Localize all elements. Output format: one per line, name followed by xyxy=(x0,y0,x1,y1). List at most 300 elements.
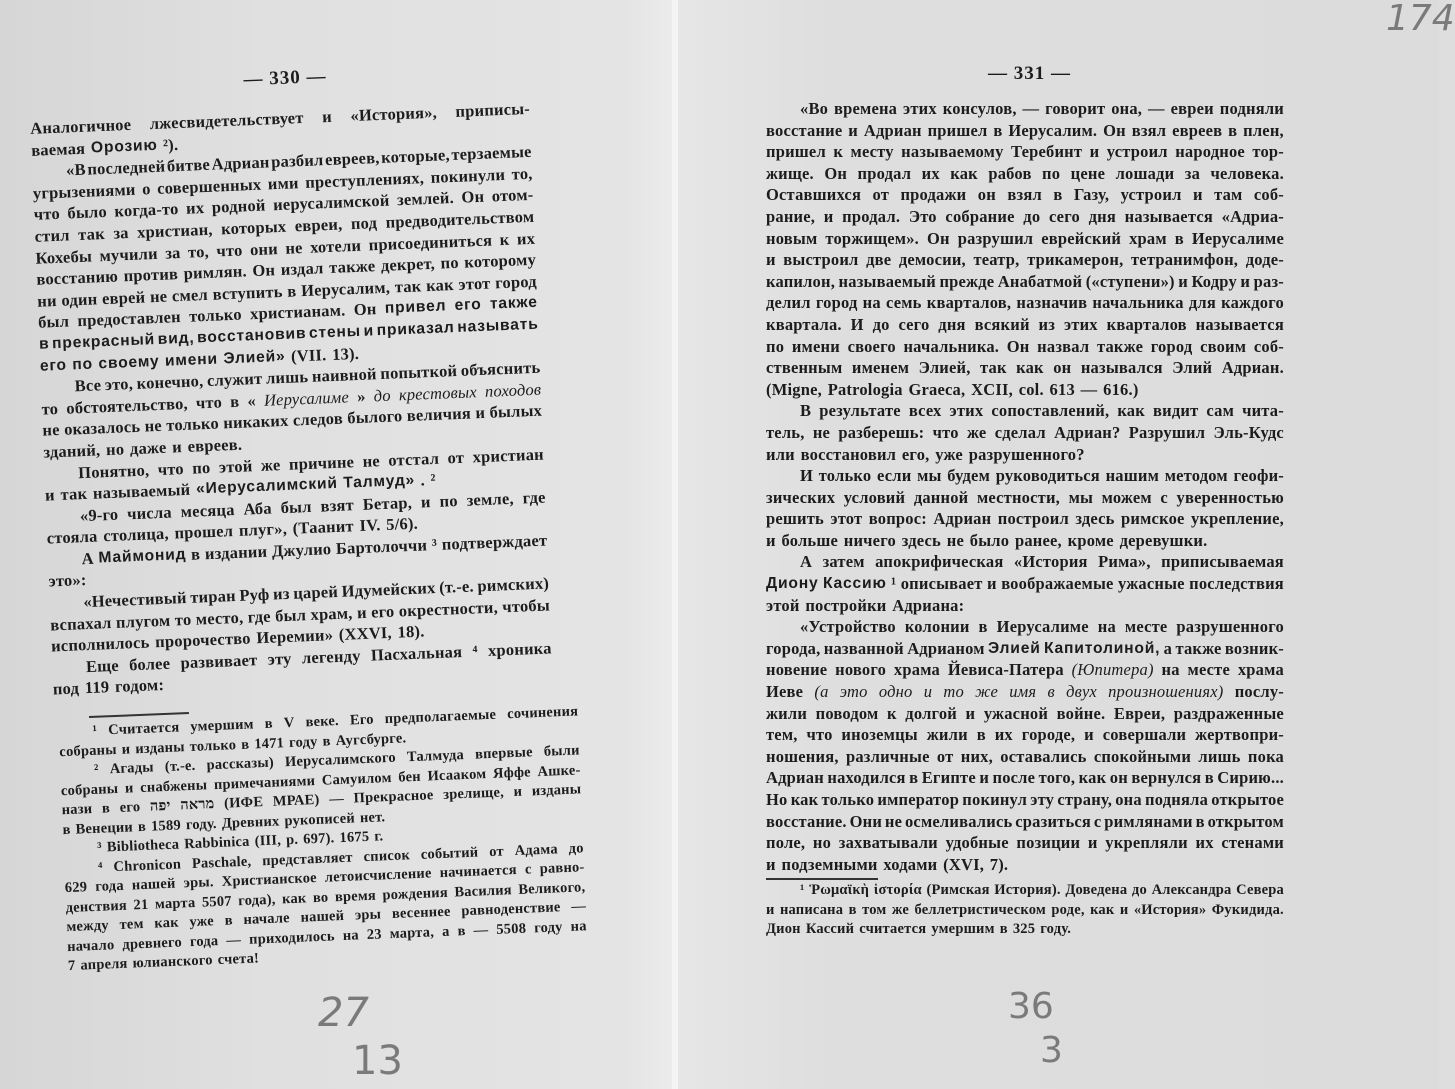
word: лошади xyxy=(1115,163,1175,183)
word: называется xyxy=(1124,206,1213,226)
word: тем, xyxy=(766,725,798,745)
word: подземными xyxy=(781,854,878,874)
word: битве xyxy=(166,154,211,176)
text-line xyxy=(766,746,1284,768)
word: евреев. xyxy=(187,434,243,456)
word: своим xyxy=(1200,336,1247,356)
word: иноземцы xyxy=(841,725,918,745)
word: послу- xyxy=(1234,682,1284,702)
word: на xyxy=(862,293,881,313)
word: Он xyxy=(461,187,485,208)
word: восстановив xyxy=(196,324,307,347)
word: ἱστορία xyxy=(873,882,922,898)
word: будем xyxy=(947,466,991,486)
word: «Иерусалимский xyxy=(195,474,339,498)
word: против xyxy=(123,264,179,286)
word: в xyxy=(909,768,919,788)
word: 23 xyxy=(366,925,383,943)
word: «История», xyxy=(350,102,438,126)
word: Евреи, xyxy=(1113,703,1166,723)
word: из xyxy=(1038,314,1056,334)
word: зических xyxy=(766,487,836,507)
word: изданы xyxy=(531,781,582,800)
word: собрание xyxy=(945,206,1015,226)
word: продал. xyxy=(842,206,901,226)
word: лжесвидетельствует xyxy=(149,107,304,134)
word: Великого, xyxy=(518,878,586,898)
word: подняла xyxy=(1145,790,1209,809)
handwritten-folio-number: 174 xyxy=(1386,0,1455,39)
left-footnotes xyxy=(58,702,588,976)
word: нашим xyxy=(1105,466,1160,486)
word: 5508 xyxy=(495,920,527,938)
word: руководиться xyxy=(995,466,1100,486)
word: квартала. xyxy=(766,314,842,334)
word: Понятно, xyxy=(77,459,150,482)
word: что xyxy=(33,204,61,225)
word: Graeca, xyxy=(908,379,966,399)
word: вспахал xyxy=(49,612,112,635)
word: начало xyxy=(66,936,115,955)
word: Орозию xyxy=(90,136,158,157)
word: в xyxy=(224,912,233,929)
word: Иерусалимского xyxy=(284,749,397,771)
word: И xyxy=(850,314,864,334)
word: христиан, xyxy=(136,219,214,242)
word: году xyxy=(288,733,318,751)
word: умершим xyxy=(931,921,995,937)
word: но xyxy=(105,439,125,460)
word: года xyxy=(189,932,219,950)
word: этот xyxy=(830,509,863,529)
word: 325 xyxy=(1012,921,1036,937)
footnote-divider-right xyxy=(766,878,878,880)
word: назывался xyxy=(1080,358,1163,378)
text-line xyxy=(766,681,1284,703)
word: (Юпитера) xyxy=(1071,660,1154,680)
word: условий xyxy=(843,487,906,507)
word: Еще xyxy=(85,655,120,676)
word: прежде xyxy=(939,271,995,291)
word: нази xyxy=(61,800,93,819)
word: а xyxy=(1163,638,1173,658)
word: называемый xyxy=(838,271,936,291)
word: вступить xyxy=(212,281,283,304)
word: уже xyxy=(935,444,963,464)
word: месте xyxy=(1124,617,1168,637)
word: изданы xyxy=(135,738,186,757)
word: объяснить xyxy=(460,357,541,380)
word: этой xyxy=(218,455,253,477)
word: также xyxy=(1175,638,1222,658)
word: . xyxy=(420,470,426,490)
word: апокрифическая xyxy=(875,552,1004,572)
word: был xyxy=(37,311,70,333)
word: он xyxy=(1053,358,1072,378)
word: народное xyxy=(1175,142,1245,162)
word: и xyxy=(1084,725,1094,745)
word: последней xyxy=(86,156,166,179)
word: Маймонид xyxy=(98,545,187,567)
word: и xyxy=(474,403,486,423)
text-line xyxy=(766,767,1284,789)
word: Иерусалим, xyxy=(300,277,391,300)
word: того, xyxy=(1038,768,1076,788)
word: Адриана: xyxy=(892,595,965,615)
word: в xyxy=(137,818,147,835)
word: пришел xyxy=(766,142,826,162)
page-number-left: — 330 — xyxy=(243,65,327,91)
word: и xyxy=(1178,271,1188,291)
word: в xyxy=(1204,768,1214,788)
word: стояла xyxy=(46,526,98,548)
word: легенду xyxy=(301,645,361,668)
word: предоставлен xyxy=(77,307,182,331)
word: человека. xyxy=(1210,163,1284,183)
word: преступлениях, xyxy=(304,167,425,192)
word: но xyxy=(812,833,832,853)
word: тель, xyxy=(766,422,805,442)
word: место, xyxy=(195,607,244,629)
word: в xyxy=(62,821,71,838)
word: восстание xyxy=(766,120,843,140)
word: также xyxy=(328,256,376,278)
word: Ῥωμαϊκὴ xyxy=(809,882,870,898)
word: привел xyxy=(384,297,447,318)
text-line xyxy=(766,444,1284,466)
word: оставались xyxy=(1000,746,1087,766)
word: здесь xyxy=(1075,509,1115,529)
word: описывает xyxy=(900,574,983,594)
word: эры. xyxy=(183,874,214,892)
text-line xyxy=(766,551,1284,573)
word: сопоставлений, xyxy=(991,401,1110,421)
word: А xyxy=(800,552,813,572)
word: христианам. xyxy=(249,300,346,324)
word: » xyxy=(356,386,366,406)
word: устроил xyxy=(1120,185,1182,205)
word: трикамерон, xyxy=(1027,250,1124,270)
word: г. xyxy=(374,828,384,845)
word: месяца xyxy=(180,499,235,521)
word: на xyxy=(570,917,587,935)
word: col. xyxy=(1018,379,1044,399)
word: когда-то xyxy=(114,199,179,221)
word: с xyxy=(1093,811,1102,831)
word: взят xyxy=(320,494,355,516)
word: консулов, xyxy=(942,99,1017,118)
word: не xyxy=(284,237,303,258)
word: долгой xyxy=(905,703,957,723)
word: собраны xyxy=(60,780,119,799)
word: один xyxy=(61,289,98,310)
word: отом- xyxy=(491,185,534,206)
word: то xyxy=(943,682,964,702)
word: римлян. xyxy=(183,261,248,284)
word: демосии, xyxy=(898,250,966,270)
word: как xyxy=(950,163,978,183)
word: этой xyxy=(766,595,800,615)
word: Иеве xyxy=(766,682,804,702)
word: сего xyxy=(1048,206,1080,226)
word: и xyxy=(363,322,375,340)
word: город xyxy=(815,293,858,313)
word: поле, xyxy=(766,833,806,853)
word: равноденствие xyxy=(461,899,561,920)
word: Фукидида. xyxy=(1211,901,1284,918)
word: только xyxy=(188,304,243,327)
word: названной xyxy=(823,638,904,658)
word: сделал xyxy=(994,422,1046,442)
word: рассказы) xyxy=(206,754,275,774)
word: цене xyxy=(1070,163,1106,183)
word: в xyxy=(976,725,986,745)
word: так xyxy=(980,358,1007,378)
word: не xyxy=(884,811,903,831)
word: разрушенного xyxy=(1176,617,1284,637)
word: совершали xyxy=(1102,725,1187,745)
word: Иерусалиме xyxy=(1191,228,1284,248)
word: римское xyxy=(1121,509,1185,529)
word: не xyxy=(946,530,964,550)
word: Анабатмой xyxy=(997,271,1083,291)
word: «Нечестивый xyxy=(82,588,187,612)
word: восстанию xyxy=(36,266,119,289)
word: года), xyxy=(237,891,276,909)
word: ² xyxy=(93,761,100,778)
word: и xyxy=(823,206,834,226)
word: приписываемая xyxy=(1161,552,1284,572)
word: как xyxy=(281,889,307,907)
word: терзаемые xyxy=(451,142,532,165)
text-line xyxy=(766,336,1284,358)
word: одно xyxy=(878,682,913,702)
word: в xyxy=(1174,228,1184,248)
word: не xyxy=(144,416,163,436)
word: разрушенного? xyxy=(968,444,1085,464)
word: от xyxy=(936,746,954,766)
word: И xyxy=(800,466,814,486)
word: родной xyxy=(211,195,266,218)
word: храм, xyxy=(310,603,353,624)
word: которые, xyxy=(380,145,451,168)
word: подняли xyxy=(1219,99,1284,118)
text-line xyxy=(766,832,1284,854)
word: Яффе xyxy=(492,763,532,782)
word: «Адриа- xyxy=(1221,206,1284,226)
word: имя xyxy=(1009,682,1037,702)
word: царей xyxy=(292,582,339,603)
word: апреля xyxy=(80,955,128,974)
word: крестовых xyxy=(398,381,478,405)
word: их xyxy=(185,198,205,219)
word: «В xyxy=(65,159,87,180)
word: в xyxy=(457,922,466,939)
word: храма xyxy=(1237,660,1284,680)
word: в xyxy=(1053,185,1063,205)
word: за xyxy=(112,223,129,243)
word: если xyxy=(877,466,912,486)
word: до xyxy=(872,314,890,334)
word: в xyxy=(229,391,240,411)
word: — xyxy=(1022,99,1040,118)
word: различные xyxy=(845,746,930,766)
word: в xyxy=(1195,811,1205,831)
word: « xyxy=(246,390,257,411)
word: — xyxy=(328,790,345,808)
word: также xyxy=(1096,336,1144,356)
word: начинается xyxy=(439,861,518,882)
word: по xyxy=(440,252,460,273)
word: и xyxy=(420,491,432,512)
word: эту xyxy=(267,648,292,669)
word: ственным xyxy=(766,358,843,378)
word: начале xyxy=(243,910,291,928)
word: 697). xyxy=(302,830,335,848)
word: начальника. xyxy=(903,336,1000,356)
text-line xyxy=(766,98,1284,120)
word: ⁴ xyxy=(97,859,103,876)
word: он xyxy=(1109,768,1128,788)
word: Адриан. xyxy=(1221,358,1284,378)
word: что xyxy=(806,725,833,745)
word: где xyxy=(522,487,546,508)
word: покинул xyxy=(962,790,1028,809)
word: наивной xyxy=(311,364,378,386)
word: нашей xyxy=(131,875,176,894)
word: только xyxy=(165,413,220,436)
word: Кохебы xyxy=(35,246,93,268)
word: и xyxy=(848,120,858,140)
word: находился xyxy=(827,768,906,788)
text-line xyxy=(766,379,1284,401)
word: нет. xyxy=(359,808,386,826)
word: году. xyxy=(185,815,218,833)
word: же xyxy=(966,422,987,442)
word: раздраженные xyxy=(1173,703,1284,723)
word: эры xyxy=(354,906,382,924)
word: в xyxy=(190,544,201,564)
word: весеннее xyxy=(391,903,451,923)
word: совершенных xyxy=(156,174,262,198)
word: XCII, xyxy=(971,379,1013,399)
word: сочинения xyxy=(506,703,579,723)
word: Адриан xyxy=(933,509,992,529)
word: восстание. xyxy=(766,811,847,831)
word: сего xyxy=(898,314,930,334)
word: — xyxy=(473,921,489,939)
word: нового xyxy=(835,660,887,680)
word: до xyxy=(1131,882,1147,898)
word: постройки xyxy=(805,595,887,615)
word: Разрушил xyxy=(1128,422,1206,442)
word: «9-го xyxy=(79,504,119,525)
word: это, xyxy=(104,374,134,395)
word: Кассий xyxy=(805,921,855,937)
handwritten-note-right-top: 36 xyxy=(1008,986,1054,1027)
word: видит xyxy=(1153,401,1199,421)
word: года xyxy=(94,877,125,895)
word: Они xyxy=(849,811,883,831)
word: был xyxy=(280,496,312,517)
word: — xyxy=(1148,99,1165,118)
word: Самуилом xyxy=(321,769,392,789)
word: предполагаемые xyxy=(384,706,497,728)
word: (III, xyxy=(254,832,282,850)
word: как xyxy=(154,914,180,932)
word: не xyxy=(42,420,61,440)
word: издании xyxy=(204,541,268,564)
word: колонии xyxy=(904,617,970,637)
word: марта xyxy=(154,894,196,913)
word: римлянами xyxy=(1104,811,1193,831)
word: прекрасный xyxy=(51,331,156,353)
word: страну, xyxy=(1057,790,1113,809)
word: жили xyxy=(926,725,968,745)
word: — xyxy=(226,931,242,949)
word: V xyxy=(283,714,295,732)
word: евреи xyxy=(1170,99,1214,118)
word: числа xyxy=(126,502,173,524)
word: них, xyxy=(960,746,993,766)
word: ³ xyxy=(96,839,103,856)
word: ужасной xyxy=(983,703,1049,723)
word: то, xyxy=(511,163,533,184)
text-line xyxy=(766,422,1284,444)
word: император xyxy=(877,790,960,809)
word: Иерусалиме xyxy=(263,387,350,410)
word: плугом xyxy=(115,610,171,632)
word: то, xyxy=(187,241,210,262)
word: иерусалимской xyxy=(272,190,390,215)
word: ² xyxy=(430,470,437,490)
word: Но xyxy=(766,790,788,809)
word: это»: xyxy=(48,570,87,592)
text-line xyxy=(766,163,1284,185)
word: Он xyxy=(1006,336,1030,356)
word: этот xyxy=(458,273,491,294)
word: евреи, xyxy=(294,214,343,236)
word: году xyxy=(533,918,563,936)
footnote-line xyxy=(766,881,1284,901)
word: Исааком xyxy=(427,765,487,784)
word: называемый xyxy=(92,479,191,503)
word: они xyxy=(249,238,279,259)
word: можем xyxy=(1101,487,1152,507)
word: за xyxy=(164,242,181,263)
word: счета! xyxy=(217,950,260,969)
word: тор- xyxy=(1252,142,1284,162)
word: и xyxy=(321,106,333,127)
word: История). xyxy=(994,882,1061,898)
word: 5507 xyxy=(201,892,233,911)
word: список xyxy=(363,846,411,865)
word: походов xyxy=(484,379,542,401)
word: не xyxy=(362,450,381,471)
word: Rabbinica xyxy=(183,833,250,853)
word: от xyxy=(447,447,465,467)
word: умершим xyxy=(190,716,254,735)
word: захватывали xyxy=(838,833,938,853)
word: Адриан xyxy=(211,152,270,174)
word: она xyxy=(1115,790,1142,809)
word: («ступени») xyxy=(1085,271,1175,291)
word: впервые xyxy=(474,744,534,763)
word: только xyxy=(818,466,872,486)
word: ¹ xyxy=(891,574,897,594)
word: p. xyxy=(285,831,299,849)
word: Дион xyxy=(766,921,801,937)
